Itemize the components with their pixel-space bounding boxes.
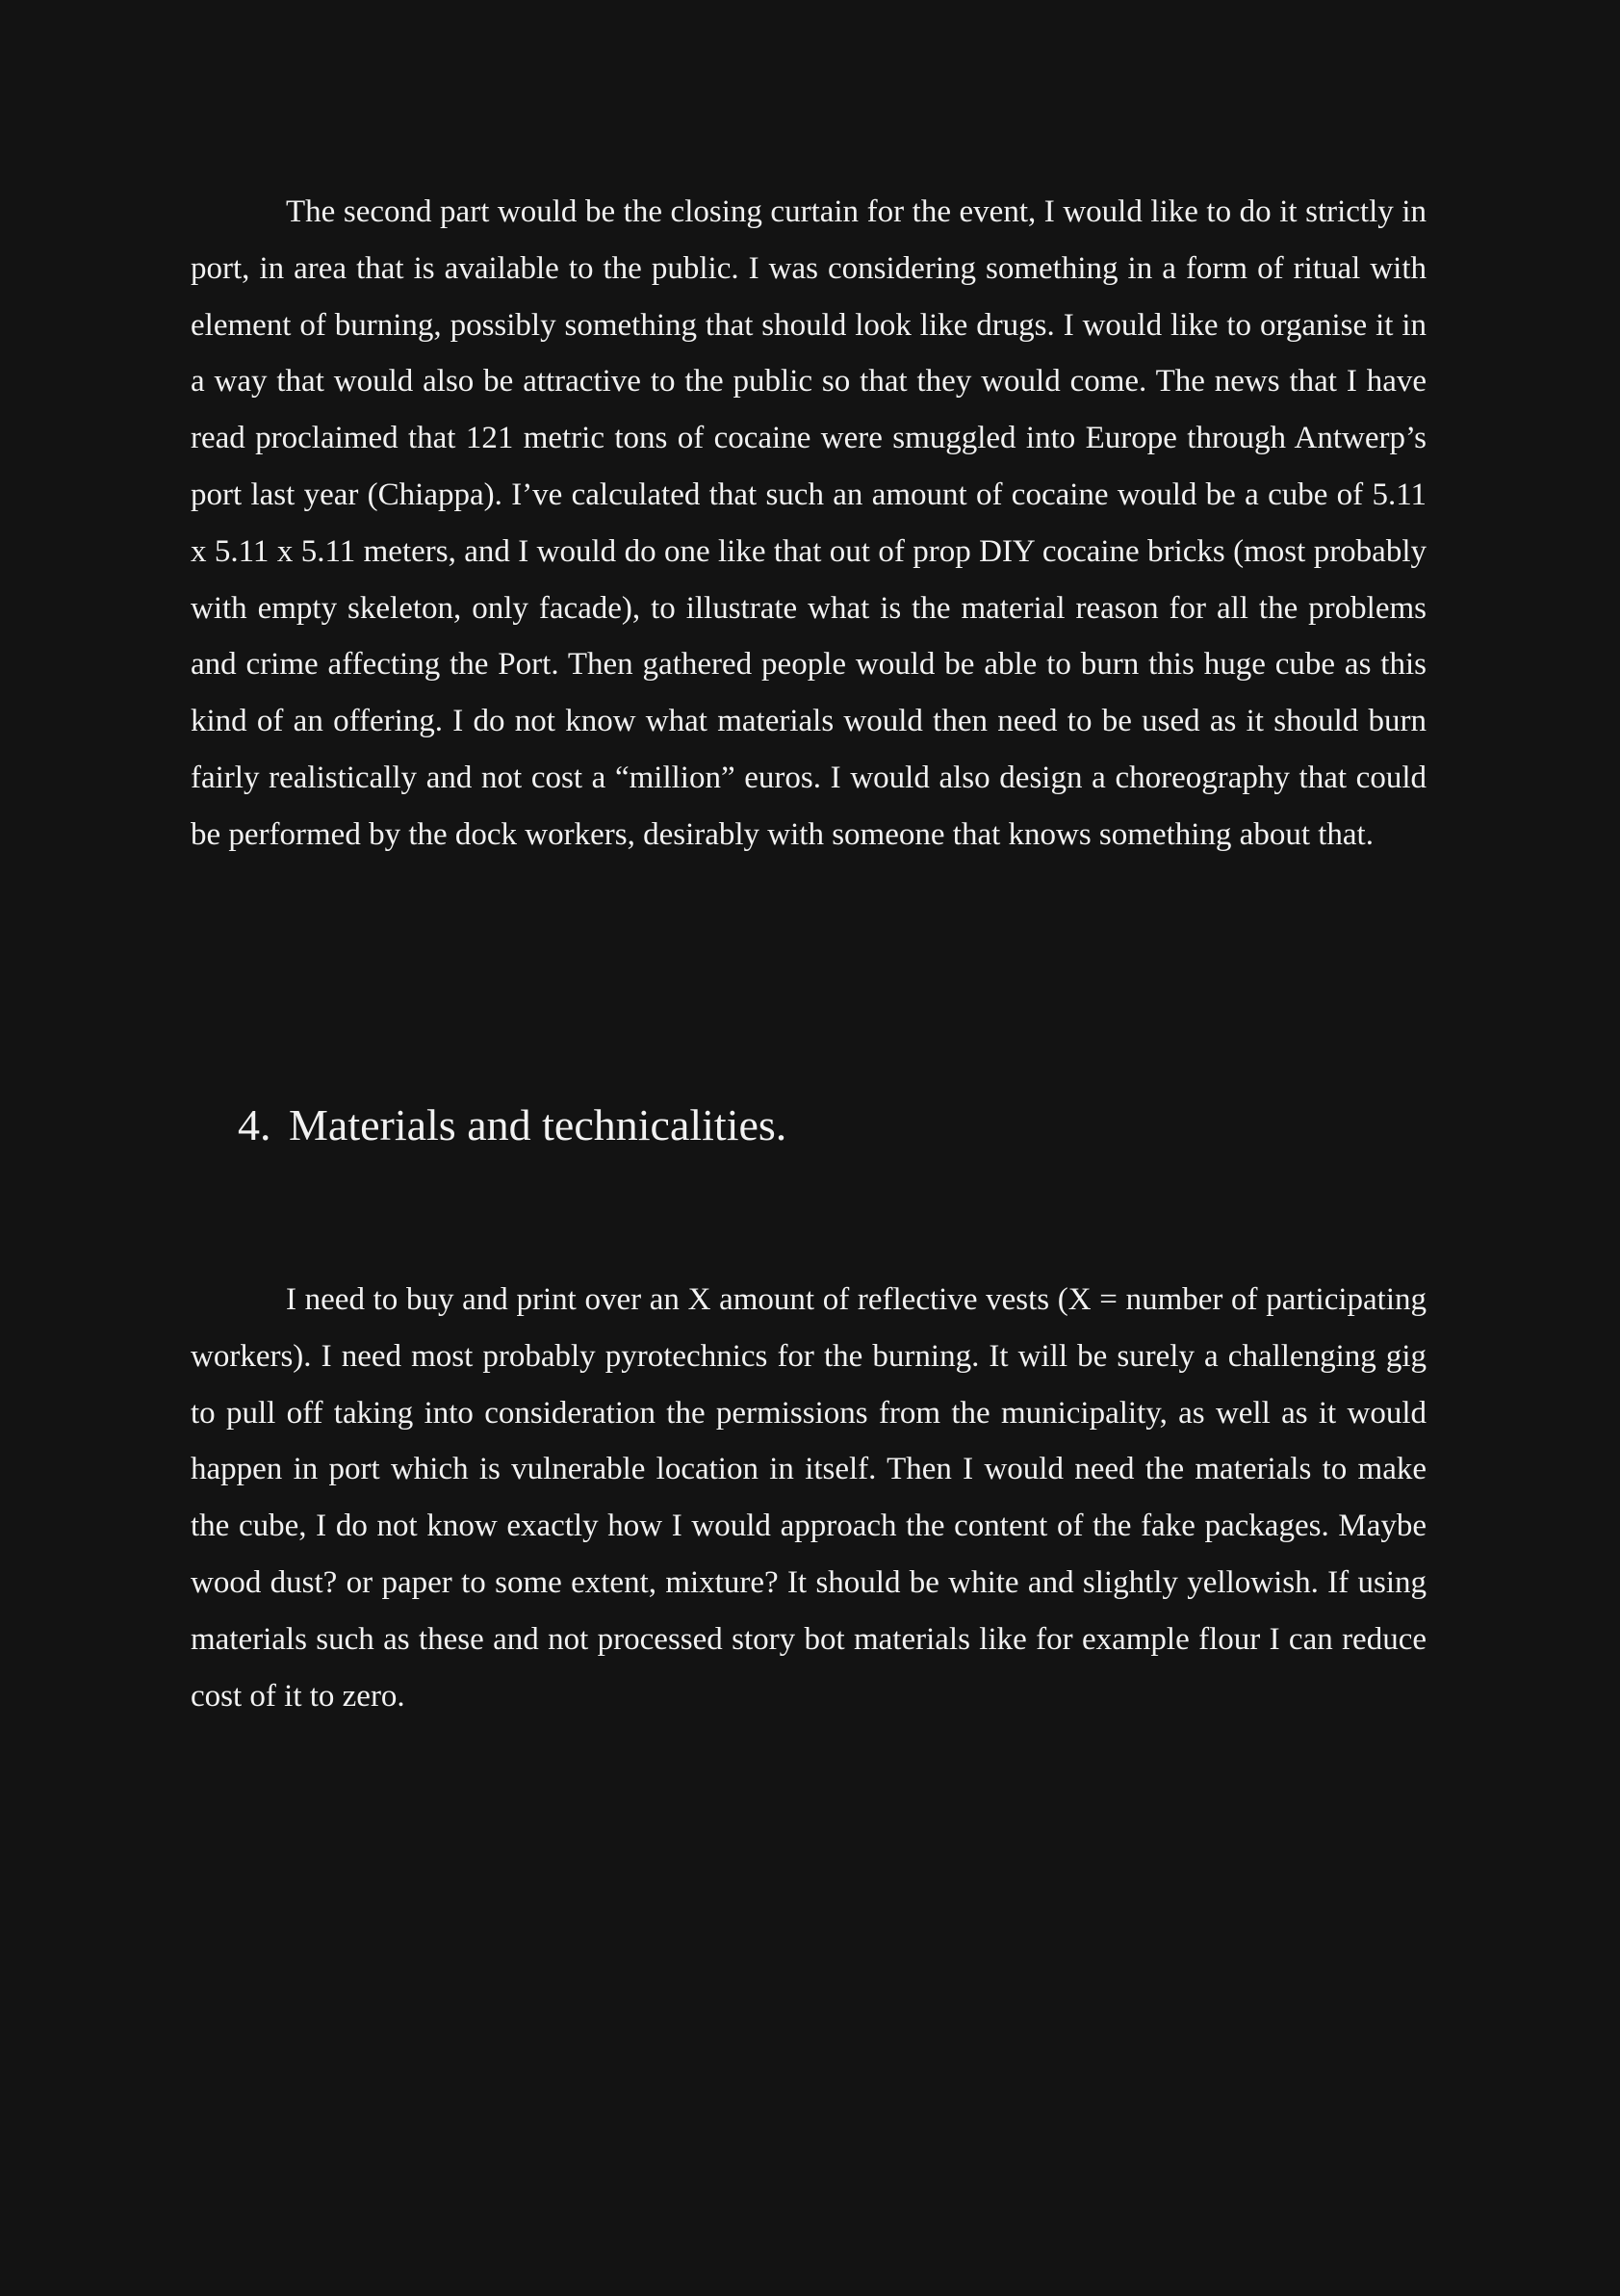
section-number: 4. (238, 1100, 271, 1149)
body-paragraph-ritual: The second part would be the closing curtain for the event, I would like to do it strictly in port, in area that is available to the public. I was considering something in a form of ritual with element of burning, possibly something that should look like drugs. I would like to organise it in a way that would also be attractive to the public so that they would come. The news that I have read proclaimed that 121 metric tons of cocaine were smuggled into Europe through Antwerp’s port last year (Chiappa). I’ve calculated that such an amount of cocaine would be a cube of 5.11 x 5.11 x 5.11 meters, and I would do one like that out of prop DIY cocaine bricks (most probably with empty skeleton, only facade), to illustrate what is the material reason for all the problems and crime affecting the Port. Then gathered people would be able to burn this huge cube as this kind of an offering. I do not know what materials would then need to be used as it should burn fairly realistically and not cost a “million” euros. I would also design a choreography that could be performed by the dock workers, desirably with someone that knows something about that. (191, 194, 1427, 852)
body-paragraph-materials: I need to buy and print over an X amount of reflective vests (X = number of participating workers). I need most probably pyrotechnics for the burning. It will be surely a challenging gig to pull off taking into consideration the permissions from the municipality, as well as it would happen in port which is vulnerable location in itself. Then I would need the materials to make the cube, I do not know exactly how I would approach the content of the fake packages. Maybe wood dust? or paper to some extent, mixture? It should be white and slightly yellowish. If using materials such as these and not processed story bot materials like for example flour I can reduce cost of it to zero. (191, 1282, 1427, 1714)
section-heading (238, 1097, 786, 1153)
section-title: Materials and technicalities. (289, 1100, 787, 1149)
